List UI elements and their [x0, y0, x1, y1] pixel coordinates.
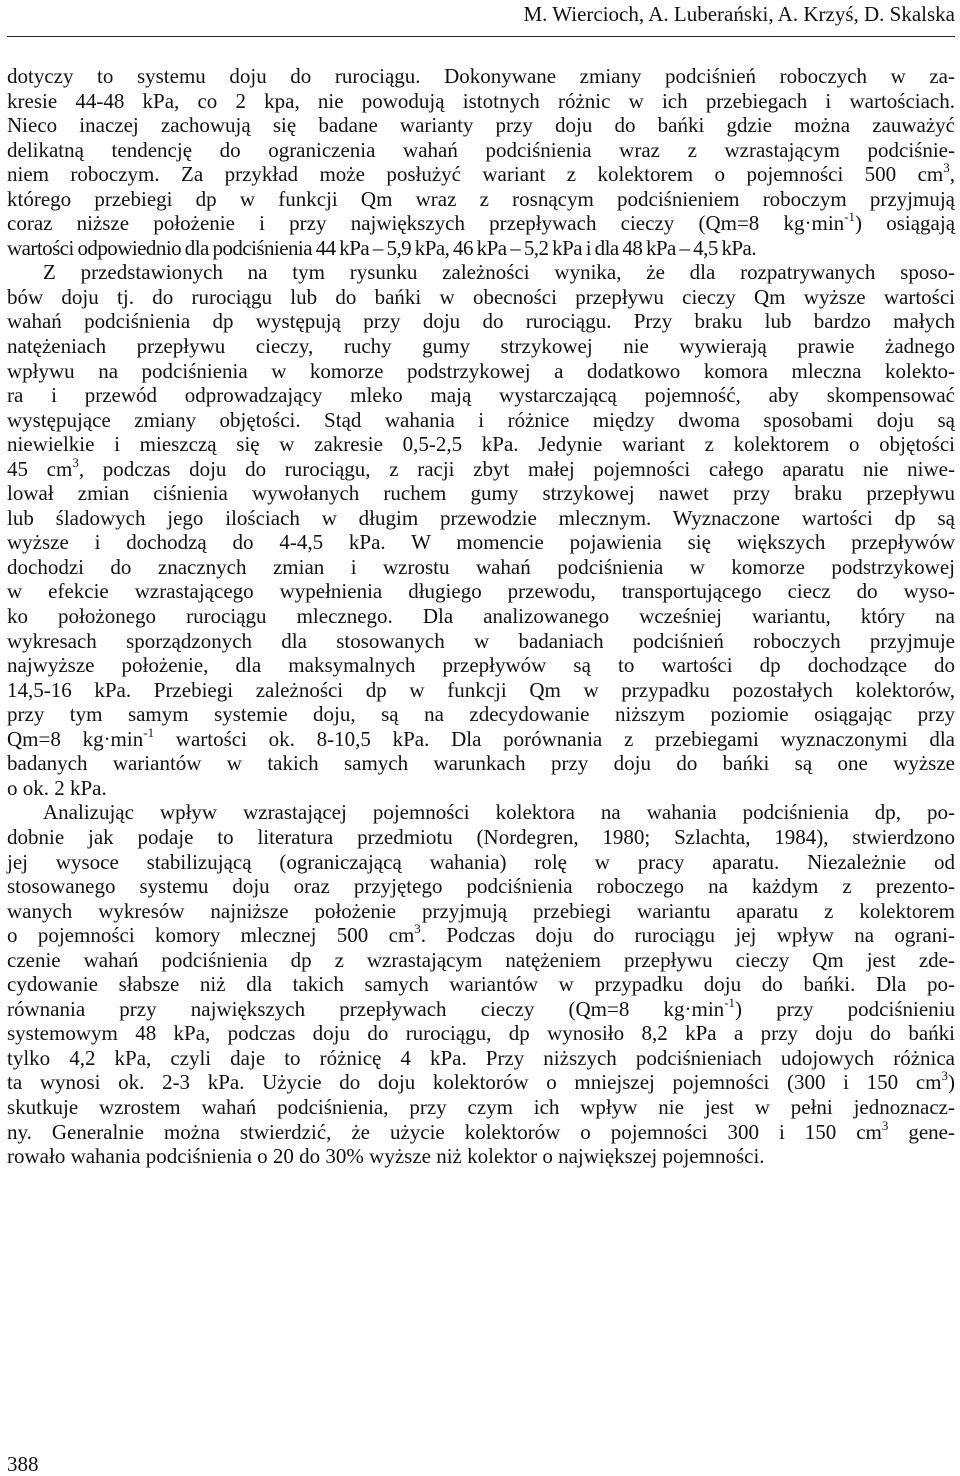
- text-line: [7, 1144, 955, 1169]
- superscript: 3: [881, 1117, 889, 1133]
- text-segment: systemowym 48 kPa, podczas doju do rurociągu, dp wynosiło 8,2 kPa a przy doju do bańki: [7, 1021, 955, 1046]
- text-segment: badanych wariantów w takich samych warunkach przy doju do bańki są one wyższe: [7, 751, 955, 776]
- text-segment: wyższe i dochodzą do 4-4,5 kPa. W momencie pojawienia się większych przepływów: [7, 530, 955, 555]
- text-line: [7, 236, 955, 261]
- text-line: [7, 751, 955, 776]
- text-line: [7, 972, 955, 997]
- text-line: [7, 850, 955, 875]
- text-line: [7, 1021, 955, 1046]
- text-segment: ra i przewód odprowadzający mleko mają wystarczającą pojemność, aby skompensować: [7, 383, 955, 408]
- text-segment: dotyczy to systemu doju do rurociągu. Dokonywane zmiany podciśnień roboczych w za-: [7, 64, 955, 88]
- text-line: [7, 187, 955, 212]
- text-line: [7, 211, 955, 236]
- text-segment: o pojemności komory mlecznej 500 cm: [7, 923, 415, 948]
- text-line: [7, 113, 955, 138]
- text-segment: niem roboczym. Za przykład może posłużyć wariant z kolektorem o pojemności 500 cm: [7, 162, 944, 187]
- text-segment: natężeniach przepływu cieczy, ruchy gumy strzykowej nie wywierają prawie żadnego: [7, 334, 955, 359]
- superscript: 3: [414, 921, 421, 937]
- text-segment: Qm=8 kg·min: [7, 726, 144, 751]
- superscript: -1: [724, 994, 736, 1010]
- text-line: [7, 506, 955, 531]
- text-segment: 14,5-16 kPa. Przebiegi zależności dp w funkcji Qm w przypadku pozostałych kolektorów,: [7, 677, 955, 702]
- text-line: [7, 678, 955, 703]
- text-segment: dobnie jak podaje to literatura przedmiotu (Nordegren, 1980; Szlachta, 1984), stwierdzono: [7, 824, 955, 849]
- text-line: [7, 454, 955, 482]
- text-line: [7, 481, 955, 506]
- text-segment: wartości ok. 8-10,5 kPa. Dla porównania z przebiegami wyznaczonymi dla: [154, 726, 955, 751]
- text-segment: cydowanie słabsze niż dla takich samych wariantów w przypadku doju do bańki. Dla po-: [7, 972, 955, 997]
- text-segment: Nieco inaczej zachowują się badane warianty przy doju do bańki gdzie można zauważyć: [7, 113, 955, 138]
- text-line: [7, 383, 955, 408]
- text-segment: kresie 44-48 kPa, co 2 kpa, nie powodują istotnych różnic w ich przebiegach i wartościach.: [7, 88, 955, 113]
- text-segment: wykresach sporządzonych dla stosowanych w badaniach podciśnień roboczych przyjmuje: [7, 628, 955, 653]
- text-segment: dochodzi do znacznych zmian i wzrostu wahań podciśnienia w komorze podstrzykowej: [7, 554, 955, 579]
- text-segment: ): [948, 1070, 955, 1095]
- text-line: [7, 579, 955, 604]
- text-segment: Z przedstawionych na tym rysunku zależności wynika, że dla rozpatrywanych sposo-: [43, 260, 955, 285]
- text-line: [7, 653, 955, 678]
- text-line: [7, 138, 955, 163]
- text-line: [7, 1095, 955, 1120]
- text-line: [7, 1117, 955, 1145]
- text-segment: lował zmian ciśnienia wywołanych ruchem gumy strzykowej nawet przy braku przepływu: [7, 481, 955, 506]
- body-text: [7, 64, 955, 1169]
- text-segment: Analizując wpływ wzrastającej pojemności kolektora na wahania podciśnienia dp, po-: [43, 800, 955, 825]
- text-segment: ,: [949, 162, 955, 187]
- text-segment: . Podczas doju do rurociągu jej wpływ na ograni-: [420, 923, 955, 948]
- text-segment: wahań podciśnienia dp występują przy doju do rurociągu. Przy braku lub bardzo małych: [7, 309, 955, 334]
- text-line: [7, 1046, 955, 1071]
- text-segment: o ok. 2 kPa.: [7, 775, 107, 800]
- running-head: M. Wiercioch, A. Luberański, A. Krzyś, D. Skalska: [523, 2, 955, 26]
- text-line: [7, 874, 955, 899]
- text-segment: wartości odpowiednio dla podciśnienia 44 kPa – 5,9 kPa, 46 kPa – 5,2 kPa i dla 48 kPa – 4,5 kPa.: [7, 235, 757, 260]
- superscript: 3: [941, 1068, 948, 1084]
- text-segment: rowało wahania podciśnienia o 20 do 30% wyższe niż kolektor o największej pojemności.: [7, 1144, 765, 1169]
- text-segment: którego przebiegi dp w funkcji Qm wraz z rosnącym podciśnieniem roboczym przyjmują: [7, 186, 955, 211]
- text-line: [7, 89, 955, 114]
- text-line: [7, 162, 955, 187]
- text-segment: ta wynosi ok. 2-3 kPa. Użycie do doju kolektorów o mniejszej pojemności (300 i 150 cm: [7, 1070, 942, 1095]
- text-segment: czenie wahań podciśnienia dp z wzrastającym natężeniem przepływu cieczy Qm jest zde-: [7, 947, 955, 972]
- text-segment: występujące zmiany objętości. Stąd wahania i różnice między dwoma sposobami doju są: [7, 407, 955, 432]
- text-segment: wanych wykresów najniższe położenie przyjmują przebiegi wariantu aparatu z kolektorem: [7, 898, 955, 923]
- text-line: [7, 948, 955, 973]
- text-line: [7, 800, 955, 825]
- superscript: 3: [72, 454, 79, 470]
- text-segment: ko położonego rurociągu mlecznego. Dla analizowanego wcześniej wariantu, który na: [7, 604, 955, 629]
- text-line: [7, 432, 955, 457]
- text-line: [7, 724, 955, 752]
- text-segment: bów doju tj. do rurociągu lub do bańki w obecności przepływu cieczy Qm wyższe wartości: [7, 284, 955, 309]
- text-segment: stosowanego systemu doju oraz przyjętego podciśnienia roboczego na każdym z prezento-: [7, 874, 955, 899]
- superscript: -1: [844, 209, 856, 225]
- text-line: [7, 309, 955, 334]
- text-segment: delikatną tendencję do ograniczenia wahań podciśnienia wraz z wzrastającym podciśnie-: [7, 137, 955, 162]
- page-number: 388: [7, 1452, 39, 1476]
- text-line: [7, 285, 955, 310]
- text-line: [7, 359, 955, 384]
- text-line: [7, 776, 955, 801]
- text-line: [7, 825, 955, 850]
- text-segment: ny. Generalnie można stwierdzić, że użycie kolektorów o pojemności 300 i 150 cm: [7, 1119, 882, 1144]
- text-line: [7, 994, 956, 1022]
- text-line: [7, 629, 955, 654]
- text-line: [7, 530, 955, 555]
- text-segment: skutkuje wzrostem wahań podciśnienia, przy czym ich wpływ nie jest w pełni jednoznacz-: [7, 1094, 955, 1119]
- text-segment: przy tym samym systemie doju, są na zdecydowanie niższym poziomie osiągając przy: [7, 702, 955, 727]
- superscript: -1: [143, 724, 155, 740]
- text-line: [7, 923, 955, 948]
- text-line: [7, 702, 955, 727]
- text-segment: w efekcie wzrastającego wypełnienia długiego przewodu, transportującego ciecz do wyso-: [7, 579, 955, 604]
- text-segment: jej wysoce stabilizującą (ograniczającą wahania) rolę w pracy aparatu. Niezależnie od: [7, 849, 955, 874]
- text-line: [7, 408, 955, 433]
- text-segment: , podczas doju do rurociągu, z racji zbyt małej pojemności całego aparatu nie niwe-: [78, 456, 955, 481]
- text-segment: ) przy podciśnieniu: [735, 996, 956, 1021]
- text-segment: ) osiągają: [855, 211, 956, 236]
- text-line: [7, 334, 955, 359]
- text-segment: niewielkie i mieszczą się w zakresie 0,5-2,5 kPa. Jedynie wariant z kolektorem o objętości: [7, 432, 955, 457]
- text-segment: wpływu na podciśnienia w komorze podstrzykowej a dodatkowo komora mleczna kolekto-: [7, 358, 955, 383]
- header-rule: [7, 36, 955, 37]
- text-line: [7, 64, 955, 89]
- text-line: [7, 1070, 955, 1095]
- text-segment: najwyższe położenie, dla maksymalnych przepływów są to wartości dp dochodzące do: [7, 653, 955, 678]
- text-segment: lub śladowych jego ilościach w długim przewodzie mlecznym. Wyznaczone wartości dp są: [7, 505, 955, 530]
- text-segment: gene-: [888, 1119, 955, 1144]
- text-line: [7, 899, 955, 924]
- superscript: 3: [943, 160, 950, 176]
- text-segment: równania przy największych przepływach cieczy (Qm=8 kg·min: [7, 996, 725, 1021]
- text-line: [7, 555, 955, 580]
- text-segment: tylko 4,2 kPa, czyli daje to różnicę 4 kPa. Przy niższych podciśnieniach udojowych różnica: [7, 1045, 955, 1070]
- text-line: [7, 604, 955, 629]
- text-line: [7, 260, 955, 285]
- text-segment: 45 cm: [7, 456, 73, 481]
- text-segment: coraz niższe położenie i przy największych przepływach cieczy (Qm=8 kg·min: [7, 211, 845, 236]
